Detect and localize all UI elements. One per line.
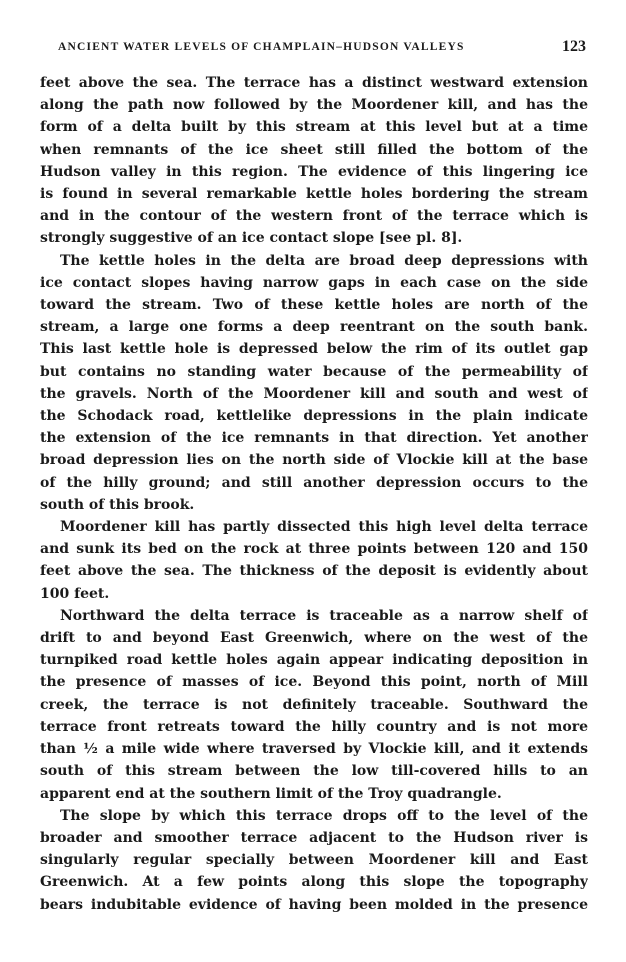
paragraph-4 [40,605,588,805]
running-head: ANCIENT WATER LEVELS OF CHAMPLAIN–HUDSON VALLEYS [58,41,465,53]
paragraph-3 [40,516,588,605]
text-line: strongly suggestive of an ice contact slope [see pl. 8]. [40,230,463,247]
paragraph-1 [40,72,588,250]
text-line: along the path now followed by the Moordener kill, and has the [40,97,588,114]
text-line: than ½ a mile wide where traversed by Vlockie kill, and it extends [40,741,588,758]
text-line: This last kettle hole is depressed below the rim of its outlet gap [40,341,588,358]
text-line: Hudson valley in this region. The evidence of this lingering ice [40,163,588,180]
body-text [40,72,588,916]
text-line: 100 feet. [40,585,110,602]
text-line: singularly regular specially between Moordener kill and East [40,852,588,869]
text-line: the extension of the ice remnants in that direction. Yet another [40,430,588,447]
page-header [40,38,588,62]
text-line: broader and smoother terrace adjacent to the Hudson river is [40,829,588,846]
text-line: apparent end at the southern limit of the Troy quadrangle. [40,785,502,802]
text-line: Northward the delta terrace is traceable as a narrow shelf of [60,607,588,624]
text-line: south of this stream between the low till-covered hills to an [40,763,588,780]
text-line: ice contact slopes having narrow gaps in each case on the side [40,274,588,291]
text-line: creek, the terrace is not definitely traceable. Southward the [40,696,588,713]
text-line: and in the contour of the western front of the terrace which is [40,208,588,225]
text-line: form of a delta built by this stream at this level but at a time [40,119,588,136]
text-line: the presence of masses of ice. Beyond this point, north of Mill [40,674,588,691]
text-line: feet above the sea. The thickness of the deposit is evidently about [40,563,588,580]
page-number: 123 [562,38,586,55]
text-line: and sunk its bed on the rock at three points between 120 and 150 [40,541,588,558]
text-line: Greenwich. At a few points along this slope the topography [40,874,588,891]
text-line: stream, a large one forms a deep reentrant on the south bank. [40,319,588,336]
text-line: the gravels. North of the Moordener kill and south and west of [40,385,588,402]
text-line: of the hilly ground; and still another depression occurs to the [40,474,588,491]
text-line: bears indubitable evidence of having been molded in the presence [40,896,588,913]
text-line: toward the stream. Two of these kettle holes are north of the [40,297,588,314]
text-line: turnpiked road kettle holes again appear indicating deposition in [40,652,588,669]
paragraph-2 [40,250,588,516]
text-line: Moordener kill has partly dissected this high level delta terrace [60,519,588,536]
text-line: the Schodack road, kettlelike depressions in the plain indicate [40,408,588,425]
text-line: drift to and beyond East Greenwich, where on the west of the [40,630,588,647]
text-line: The kettle holes in the delta are broad deep depressions with [60,252,588,269]
text-line: when remnants of the ice sheet still filled the bottom of the [40,141,588,158]
paragraph-5 [40,805,588,916]
text-line: south of this brook. [40,496,195,513]
text-line: broad depression lies on the north side of Vlockie kill at the base [40,452,588,469]
text-line: is found in several remarkable kettle holes bordering the stream [40,186,588,203]
text-line: feet above the sea. The terrace has a distinct westward extension [40,75,588,91]
text-line: but contains no standing water because of the permeability of [40,363,588,380]
text-line: terrace front retreats toward the hilly country and is not more [40,718,588,735]
text-line: The slope by which this terrace drops off to the level of the [60,807,588,824]
document-page [40,38,588,916]
